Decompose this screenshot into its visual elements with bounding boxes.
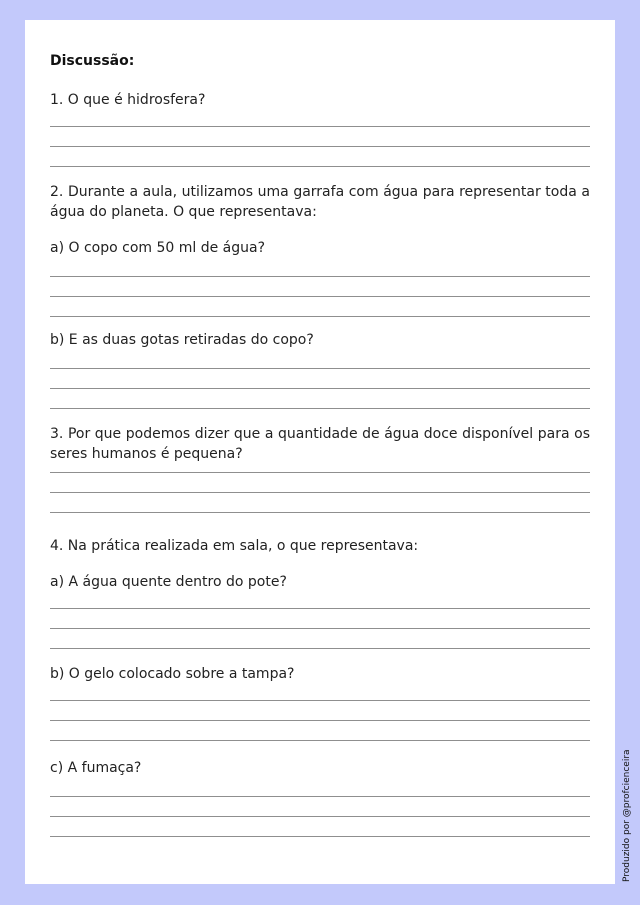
answer-line[interactable] bbox=[50, 700, 590, 701]
question-2: 2. Durante a aula, utilizamos uma garrafa com água para representar toda a água do planeta. O que representava: bbox=[50, 184, 590, 220]
answer-line[interactable] bbox=[50, 146, 590, 147]
question-3: 3. Por que podemos dizer que a quantidade de água doce disponível para os seres humanos é pequena? bbox=[50, 426, 590, 462]
answer-line[interactable] bbox=[50, 492, 590, 493]
answer-line[interactable] bbox=[50, 166, 590, 167]
question-4a: a) A água quente dentro do pote? bbox=[50, 574, 287, 590]
answer-line[interactable] bbox=[50, 648, 590, 649]
author-credit: Produzido por @profcienceira bbox=[622, 749, 632, 882]
answer-line[interactable] bbox=[50, 628, 590, 629]
answer-line[interactable] bbox=[50, 740, 590, 741]
worksheet-page bbox=[25, 20, 615, 884]
section-heading: Discussão: bbox=[50, 53, 135, 69]
answer-line[interactable] bbox=[50, 472, 590, 473]
answer-line[interactable] bbox=[50, 836, 590, 837]
answer-line[interactable] bbox=[50, 296, 590, 297]
question-2a: a) O copo com 50 ml de água? bbox=[50, 240, 266, 256]
answer-line[interactable] bbox=[50, 368, 590, 369]
question-1: 1. O que é hidrosfera? bbox=[50, 92, 206, 108]
answer-line[interactable] bbox=[50, 720, 590, 721]
answer-line[interactable] bbox=[50, 408, 590, 409]
answer-line[interactable] bbox=[50, 796, 590, 797]
question-4: 4. Na prática realizada em sala, o que representava: bbox=[50, 538, 419, 554]
question-2b: b) E as duas gotas retiradas do copo? bbox=[50, 332, 314, 348]
answer-line[interactable] bbox=[50, 512, 590, 513]
question-4b: b) O gelo colocado sobre a tampa? bbox=[50, 666, 295, 682]
answer-line[interactable] bbox=[50, 388, 590, 389]
answer-line[interactable] bbox=[50, 816, 590, 817]
answer-line[interactable] bbox=[50, 276, 590, 277]
question-4c: c) A fumaça? bbox=[50, 760, 142, 776]
answer-line[interactable] bbox=[50, 608, 590, 609]
answer-line[interactable] bbox=[50, 316, 590, 317]
answer-line[interactable] bbox=[50, 126, 590, 127]
